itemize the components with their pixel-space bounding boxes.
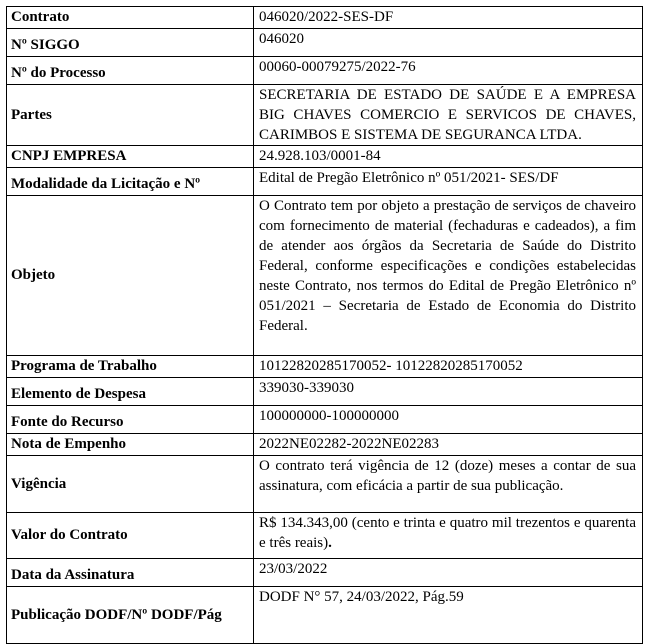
label-vigencia: Vigência (7, 456, 254, 513)
label-siggo: Nº SIGGO (7, 29, 254, 57)
row-valor (7, 513, 643, 559)
value-fonte: 100000000-100000000 (254, 406, 643, 434)
label-contrato: Contrato (7, 7, 254, 29)
value-vigencia: O contrato terá vigência de 12 (doze) meses a contar de sua assinatura, com eficácia a partir de sua publicação. (254, 456, 643, 513)
value-cnpj: 24.928.103/0001-84 (254, 146, 643, 168)
row-contrato (7, 7, 643, 29)
row-fonte (7, 406, 643, 434)
valor-period: . (328, 535, 332, 551)
row-processo (7, 57, 643, 85)
value-programa: 10122820285170052- 10122820285170052 (254, 356, 643, 378)
label-modalidade: Modalidade da Licitação e Nº (7, 168, 254, 196)
value-empenho: 2022NE02282-2022NE02283 (254, 434, 643, 456)
label-assinatura: Data da Assinatura (7, 559, 254, 587)
label-empenho: Nota de Empenho (7, 434, 254, 456)
label-valor: Valor do Contrato (7, 513, 254, 559)
label-elemento: Elemento de Despesa (7, 378, 254, 406)
row-objeto (7, 196, 643, 356)
row-publicacao (7, 587, 643, 644)
label-programa: Programa de Trabalho (7, 356, 254, 378)
value-contrato: 046020/2022-SES-DF (254, 7, 643, 29)
row-partes (7, 85, 643, 146)
value-modalidade: Edital de Pregão Eletrônico nº 051/2021- SES/DF (254, 168, 643, 196)
contract-summary-table (6, 6, 643, 644)
label-processo: Nº do Processo (7, 57, 254, 85)
value-siggo: 046020 (254, 29, 643, 57)
label-publicacao: Publicação DODF/Nº DODF/Pág (7, 587, 254, 644)
row-empenho (7, 434, 643, 456)
row-elemento (7, 378, 643, 406)
row-assinatura (7, 559, 643, 587)
label-cnpj: CNPJ EMPRESA (7, 146, 254, 168)
row-modalidade (7, 168, 643, 196)
value-assinatura: 23/03/2022 (254, 559, 643, 587)
label-objeto: Objeto (7, 196, 254, 356)
value-objeto: O Contrato tem por objeto a prestação de serviços de chaveiro com fornecimento de material (fechaduras e cadeados), a fim de atender aos órgãos da Secretaria de Saúde do Distrito Federal, conforme especificações e condições estabelecidas neste Contrato, nos termos do Edital de Pregão Eletrônico nº 051/2021 – Secretaria de Estado de Economia do Distrito Federal. (254, 196, 643, 356)
row-programa (7, 356, 643, 378)
valor-text: R$ 134.343,00 (cento e trinta e quatro mil trezentos e quarenta e três reais) (259, 515, 636, 551)
value-elemento: 339030-339030 (254, 378, 643, 406)
label-fonte: Fonte do Recurso (7, 406, 254, 434)
value-valor (254, 513, 643, 559)
row-siggo (7, 29, 643, 57)
value-partes: SECRETARIA DE ESTADO DE SAÚDE E A EMPRESA BIG CHAVES COMERCIO E SERVICOS DE CHAVES, CARIMBOS E SISTEMA DE SEGURANCA LTDA. (254, 85, 643, 146)
value-processo: 00060-00079275/2022-76 (254, 57, 643, 85)
label-partes: Partes (7, 85, 254, 146)
value-publicacao: DODF N° 57, 24/03/2022, Pág.59 (254, 587, 643, 644)
row-vigencia (7, 456, 643, 513)
row-cnpj (7, 146, 643, 168)
